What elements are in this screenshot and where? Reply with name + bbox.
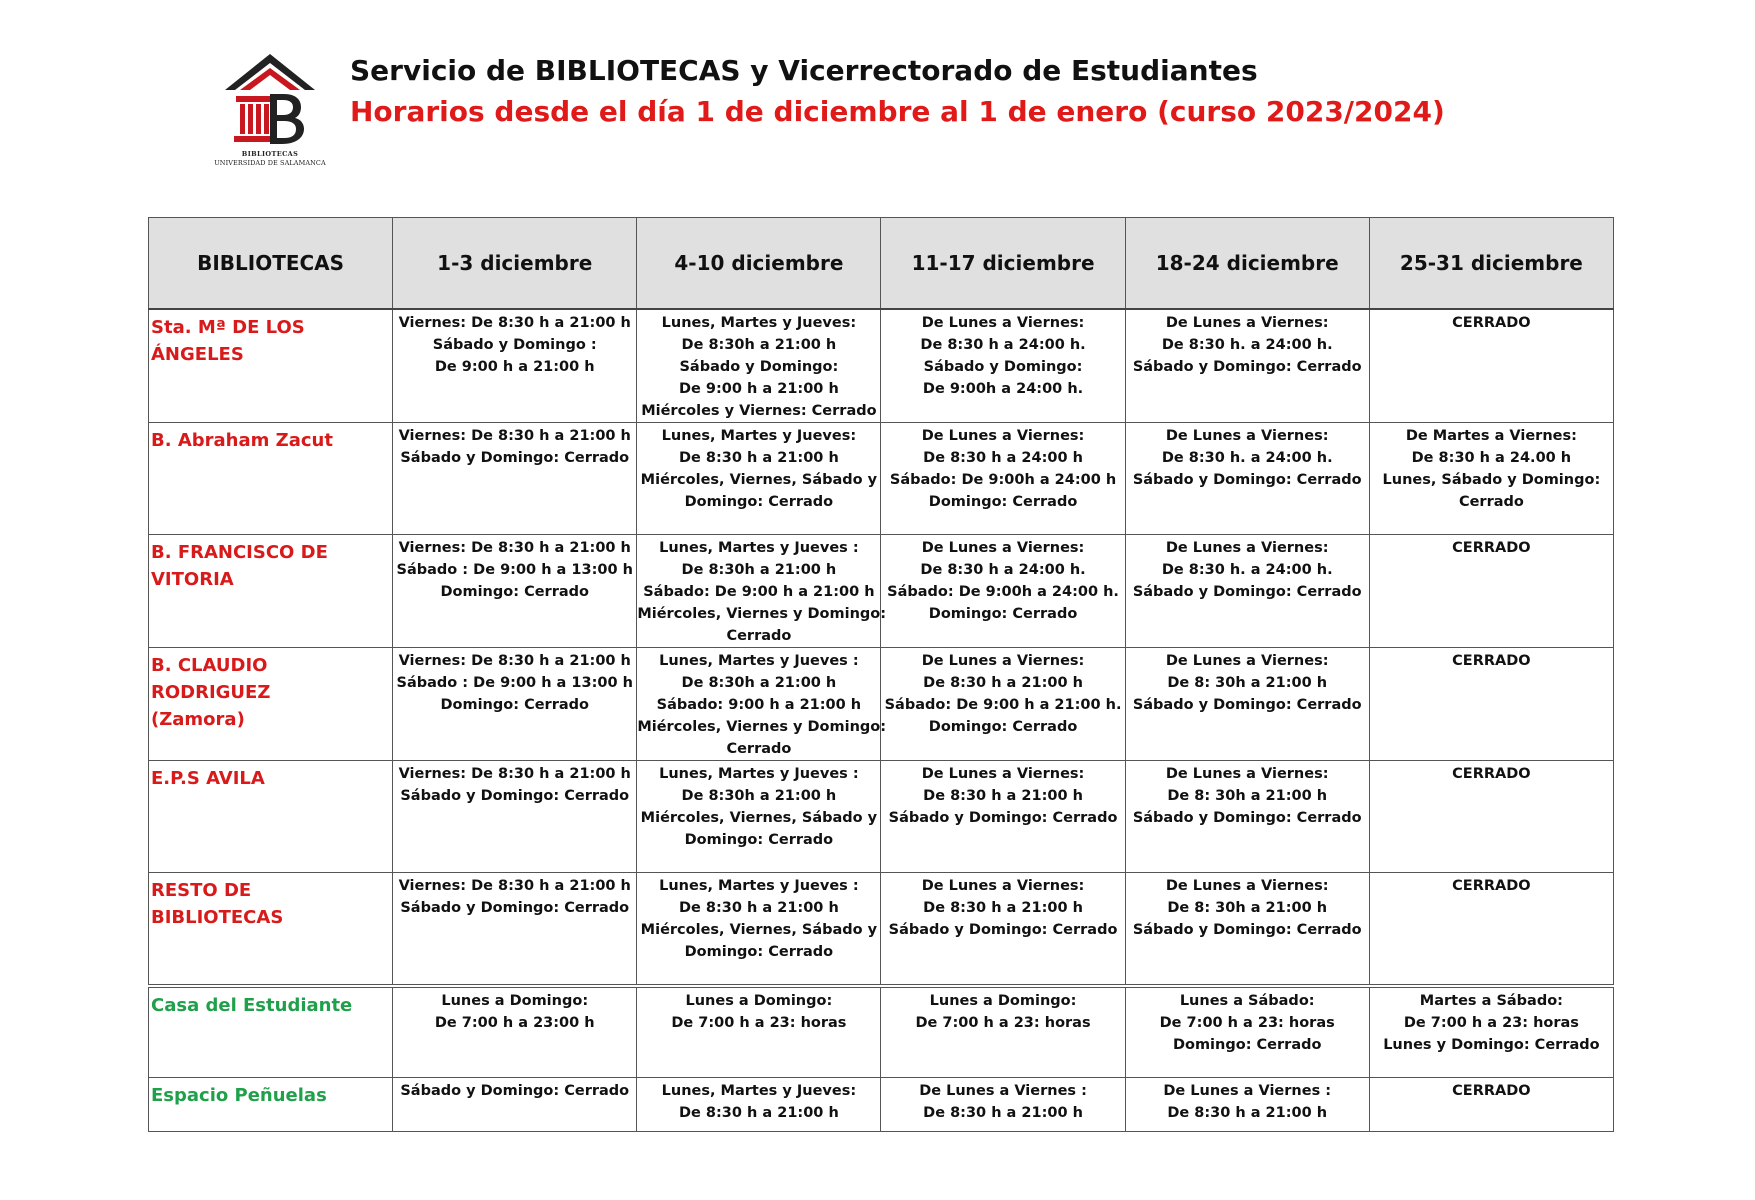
table-row — [149, 309, 1614, 423]
library-name — [149, 1078, 392, 1109]
library-name-cell — [149, 648, 393, 761]
schedule-text — [1126, 535, 1369, 603]
table-row — [149, 1078, 1614, 1132]
schedule-cell — [1125, 873, 1369, 987]
schedule-text — [393, 648, 636, 716]
library-name-cell — [149, 986, 393, 1078]
schedule-line: De 8:30 h a 21:00 h — [923, 1105, 1083, 1121]
schedule-cell — [1369, 1078, 1613, 1132]
schedule-cell — [393, 761, 637, 873]
table-row — [149, 423, 1614, 535]
schedule-cell — [881, 986, 1125, 1078]
schedule-line: Sábado y Domingo: Cerrado — [1132, 922, 1362, 938]
schedule-line: De 8:30 h a 24:00 h — [923, 450, 1083, 466]
schedule-line: De 9:00 h a 21:00 h — [434, 359, 595, 375]
schedule-cell — [881, 761, 1125, 873]
schedule-line: De Lunes a Viernes: — [921, 766, 1085, 782]
schedule-line: Miércoles, Viernes y Domingo: — [637, 719, 887, 735]
schedule-cell — [1125, 535, 1369, 648]
schedule-text — [1370, 648, 1613, 672]
schedule-line: CERRADO — [1452, 1083, 1531, 1099]
library-name-line: B. Abraham Zacut — [151, 430, 333, 451]
page-title: Servicio de BIBLIOTECAS y Vicerrectorado de Estudiantes — [350, 54, 1258, 87]
schedule-line: Lunes, Martes y Jueves : — [659, 540, 859, 556]
schedule-line: De 8:30h a 21:00 h — [681, 562, 837, 578]
schedule-line: De 8:30 h a 21:00 h — [679, 1105, 839, 1121]
schedule-table — [148, 217, 1614, 1132]
schedule-cell — [393, 873, 637, 987]
schedule-line: CERRADO — [1452, 766, 1531, 782]
library-name — [149, 310, 392, 368]
logo-text-line2: UNIVERSIDAD DE SALAMANCA — [214, 159, 326, 167]
schedule-line: Sábado y Domingo: Cerrado — [888, 810, 1118, 826]
schedule-line: De 8:30h a 21:00 h — [681, 337, 837, 353]
library-name-line: Espacio Peñuelas — [151, 1085, 327, 1106]
schedule-cell — [1369, 309, 1613, 423]
schedule-text — [881, 873, 1124, 941]
schedule-line: De 8:30 h a 21:00 h — [923, 900, 1083, 916]
schedule-line: De 8:30h a 21:00 h — [681, 675, 837, 691]
schedule-cell — [393, 648, 637, 761]
schedule-text — [393, 535, 636, 603]
schedule-table-body — [149, 309, 1614, 1132]
schedule-text — [1126, 1078, 1369, 1124]
schedule-text — [1370, 423, 1613, 513]
library-name — [149, 535, 392, 593]
schedule-line: Lunes y Domingo: Cerrado — [1383, 1037, 1600, 1053]
schedule-cell — [637, 309, 881, 423]
schedule-line: Domingo: Cerrado — [1172, 1037, 1322, 1053]
schedule-text — [1126, 988, 1369, 1056]
schedule-line: Sábado y Domingo: — [923, 359, 1083, 375]
schedule-line: Sábado: De 9:00 h a 21:00 h. — [884, 697, 1122, 713]
schedule-text — [1370, 873, 1613, 897]
schedule-cell — [637, 986, 881, 1078]
schedule-text — [393, 761, 636, 807]
schedule-text — [1370, 1078, 1613, 1102]
schedule-line: De 8:30 h a 21:00 h — [679, 900, 839, 916]
schedule-cell — [637, 535, 887, 648]
schedule-line: De Lunes a Viernes: — [921, 878, 1085, 894]
library-name-cell — [149, 309, 393, 423]
column-header: 11-17 diciembre — [881, 218, 1125, 310]
schedule-line: Lunes a Domingo: — [929, 993, 1077, 1009]
schedule-line: Viernes: De 8:30 h a 21:00 h — [398, 428, 631, 444]
schedule-text — [1126, 423, 1369, 491]
schedule-cell — [1369, 986, 1613, 1078]
library-name-cell — [149, 1078, 393, 1132]
schedule-line: Sábado : De 9:00 h a 13:00 h — [396, 562, 633, 578]
schedule-cell — [881, 873, 1125, 987]
schedule-line: Domingo: Cerrado — [684, 944, 834, 960]
schedule-cell — [881, 1078, 1125, 1132]
schedule-line: De 8:30 h a 21:00 h — [1167, 1105, 1328, 1121]
schedule-line: Viernes: De 8:30 h a 21:00 h — [398, 315, 631, 331]
schedule-line: Sábado y Domingo: Cerrado — [400, 900, 630, 916]
library-name-cell — [149, 423, 393, 535]
schedule-line: CERRADO — [1452, 878, 1531, 894]
schedule-cell — [1369, 761, 1613, 873]
schedule-line: De Lunes a Viernes: — [921, 428, 1085, 444]
schedule-cell — [1125, 986, 1369, 1078]
schedule-line: Lunes, Martes y Jueves : — [659, 766, 859, 782]
schedule-text — [881, 988, 1124, 1034]
library-name-cell — [149, 873, 393, 987]
library-name — [149, 648, 392, 733]
schedule-text — [1126, 648, 1369, 716]
library-name — [149, 423, 392, 454]
schedule-cell — [393, 535, 637, 648]
schedule-line: De 8:30 h a 24:00 h. — [920, 337, 1086, 353]
schedule-text — [881, 423, 1124, 513]
schedule-cell — [637, 1078, 881, 1132]
schedule-line: Domingo: Cerrado — [928, 494, 1078, 510]
schedule-line: De Lunes a Viernes: — [1165, 766, 1329, 782]
schedule-line: Lunes, Martes y Jueves : — [659, 878, 859, 894]
schedule-line: Sábado y Domingo: Cerrado — [1132, 584, 1362, 600]
library-name-line: Casa del Estudiante — [151, 995, 353, 1016]
schedule-line: De Lunes a Viernes : — [919, 1083, 1087, 1099]
schedule-line: Cerrado — [726, 741, 792, 757]
schedule-line: Martes a Sábado: — [1419, 993, 1563, 1009]
schedule-cell — [637, 873, 881, 987]
library-name-line: E.P.S AVILA — [151, 768, 265, 789]
schedule-line: Viernes: De 8:30 h a 21:00 h — [398, 540, 631, 556]
schedule-line: Sábado y Domingo: Cerrado — [400, 788, 630, 804]
schedule-line: De 8:30 h a 21:00 h — [923, 788, 1083, 804]
library-logo — [210, 50, 330, 175]
schedule-line: Cerrado — [1458, 494, 1524, 510]
column-header: 25-31 diciembre — [1369, 218, 1613, 310]
library-name-cell — [149, 761, 393, 873]
schedule-line: Viernes: De 8:30 h a 21:00 h — [398, 878, 631, 894]
table-row — [149, 535, 1614, 648]
schedule-line: Sábado y Domingo: — [679, 359, 839, 375]
schedule-line: Domingo: Cerrado — [684, 494, 834, 510]
schedule-line: Domingo: Cerrado — [684, 832, 834, 848]
schedule-line: De Lunes a Viernes: — [1165, 878, 1329, 894]
schedule-line: De Lunes a Viernes : — [1163, 1083, 1332, 1099]
schedule-line: Miércoles, Viernes, Sábado y — [640, 472, 878, 488]
schedule-line: Lunes a Sábado: — [1179, 993, 1315, 1009]
schedule-cell — [637, 761, 881, 873]
schedule-cell — [393, 1078, 637, 1132]
schedule-text — [393, 873, 636, 919]
schedule-text — [637, 873, 880, 963]
schedule-cell — [1125, 648, 1369, 761]
schedule-line: De 8:30 h a 24.00 h — [1411, 450, 1572, 466]
schedule-text — [881, 535, 1124, 625]
schedule-line: De 7:00 h a 23: horas — [671, 1015, 847, 1031]
schedule-line: De 8: 30h a 21:00 h — [1167, 675, 1328, 691]
schedule-text — [393, 1078, 636, 1102]
schedule-cell — [1369, 535, 1613, 648]
schedule-line: Sábado: De 9:00h a 24:00 h. — [887, 584, 1119, 600]
schedule-cell — [393, 986, 637, 1078]
schedule-line: CERRADO — [1452, 540, 1531, 556]
schedule-line: De 7:00 h a 23: horas — [915, 1015, 1091, 1031]
schedule-line: De 7:00 h a 23:00 h — [434, 1015, 595, 1031]
schedule-line: Sábado: De 9:00h a 24:00 h — [889, 472, 1117, 488]
library-name — [149, 761, 392, 792]
schedule-text — [637, 761, 880, 851]
schedule-line: CERRADO — [1452, 315, 1531, 331]
schedule-cell — [1125, 761, 1369, 873]
library-name-cell — [149, 535, 393, 648]
schedule-line: De Lunes a Viernes: — [921, 540, 1085, 556]
schedule-text — [1370, 761, 1613, 785]
schedule-line: Domingo: Cerrado — [440, 584, 589, 600]
schedule-cell — [881, 535, 1125, 648]
schedule-line: Domingo: Cerrado — [440, 697, 589, 713]
schedule-line: De Lunes a Viernes: — [1165, 653, 1329, 669]
schedule-line: De 7:00 h a 23: horas — [1159, 1015, 1335, 1031]
column-header: 1-3 diciembre — [393, 218, 637, 310]
schedule-text — [637, 423, 880, 513]
table-row — [149, 648, 1614, 761]
schedule-line: De Lunes a Viernes: — [921, 653, 1085, 669]
schedule-line: Sábado y Domingo: Cerrado — [1132, 472, 1362, 488]
library-name-line: (Zamora) — [151, 709, 245, 730]
library-name-line: B. FRANCISCO DE VITORIA — [151, 542, 328, 590]
schedule-line: De 7:00 h a 23: horas — [1403, 1015, 1579, 1031]
schedule-cell — [881, 648, 1125, 761]
schedule-cell — [881, 309, 1125, 423]
schedule-cell — [1125, 1078, 1369, 1132]
page-subtitle: Horarios desde el día 1 de diciembre al 1 de enero (curso 2023/2024) — [350, 95, 1445, 128]
library-logo-icon — [210, 50, 330, 150]
schedule-line: De 8: 30h a 21:00 h — [1167, 900, 1328, 916]
column-header: 4-10 diciembre — [637, 218, 881, 310]
library-name — [149, 988, 392, 1019]
schedule-line: Domingo: Cerrado — [928, 719, 1078, 735]
schedule-line: Sábado y Domingo: Cerrado — [888, 922, 1118, 938]
schedule-line: De Lunes a Viernes: — [1165, 428, 1329, 444]
logo-text-line1: BIBLIOTECAS — [241, 150, 299, 158]
schedule-text — [1370, 310, 1613, 334]
schedule-line: De Lunes a Viernes: — [921, 315, 1085, 331]
library-name-line: B. CLAUDIO RODRIGUEZ — [151, 655, 271, 703]
schedule-line: Sábado : De 9:00 h a 13:00 h — [396, 675, 633, 691]
schedule-line: De Lunes a Viernes: — [1165, 315, 1329, 331]
schedule-line: Miércoles, Viernes y Domingo: — [637, 606, 887, 622]
schedule-line: Sábado y Domingo: Cerrado — [400, 1083, 630, 1099]
schedule-line: Domingo: Cerrado — [928, 606, 1078, 622]
schedule-line: Miércoles, Viernes, Sábado y — [640, 810, 878, 826]
table-header-row — [149, 218, 1614, 310]
schedule-text — [881, 648, 1124, 738]
schedule-cell — [1125, 423, 1369, 535]
schedule-text — [881, 761, 1124, 829]
schedule-text — [637, 988, 880, 1034]
schedule-line: Sábado: 9:00 h a 21:00 h — [656, 697, 862, 713]
schedule-line: Sábado y Domingo: Cerrado — [1132, 359, 1362, 375]
schedule-text — [881, 310, 1124, 400]
schedule-line: De 8:30 h a 24:00 h. — [920, 562, 1086, 578]
schedule-line: Lunes, Martes y Jueves : — [659, 653, 859, 669]
schedule-cell — [637, 648, 887, 761]
schedule-cell — [1125, 309, 1369, 423]
schedule-text — [1370, 988, 1613, 1056]
schedule-text — [393, 423, 636, 469]
schedule-line: Lunes, Sábado y Domingo: — [1382, 472, 1601, 488]
schedule-text — [1126, 761, 1369, 829]
schedule-text — [1370, 535, 1613, 559]
schedule-line: Sábado: De 9:00 h a 21:00 h — [643, 584, 875, 600]
schedule-line: Lunes a Domingo: — [441, 993, 589, 1009]
column-header: 18-24 diciembre — [1125, 218, 1369, 310]
schedule-line: Sábado y Domingo: Cerrado — [1132, 697, 1362, 713]
schedule-text — [1126, 310, 1369, 378]
schedule-line: Viernes: De 8:30 h a 21:00 h — [398, 766, 631, 782]
schedule-line: Miércoles, Viernes, Sábado y — [640, 922, 878, 938]
schedule-line: De Martes a Viernes: — [1405, 428, 1577, 444]
schedule-text — [637, 1078, 880, 1124]
schedule-cell — [1369, 648, 1613, 761]
schedule-cell — [393, 423, 637, 535]
column-header: BIBLIOTECAS — [149, 218, 393, 310]
schedule-line: De 9:00 h a 21:00 h — [679, 381, 839, 397]
schedule-cell — [637, 423, 881, 535]
schedule-line: De 8:30 h a 21:00 h — [923, 675, 1083, 691]
schedule-line: CERRADO — [1452, 653, 1531, 669]
table-row — [149, 986, 1614, 1078]
schedule-text — [393, 988, 636, 1034]
schedule-line: Miércoles y Viernes: Cerrado — [641, 403, 877, 419]
schedule-line: Viernes: De 8:30 h a 21:00 h — [398, 653, 631, 669]
schedule-line: De 8:30h a 21:00 h — [681, 788, 837, 804]
schedule-text — [637, 535, 887, 647]
schedule-line: Sábado y Domingo : — [432, 337, 597, 353]
schedule-line: De 8:30 h. a 24:00 h. — [1161, 337, 1333, 353]
schedule-cell — [1369, 423, 1613, 535]
schedule-line: De 8:30 h a 21:00 h — [679, 450, 839, 466]
library-name — [149, 873, 392, 931]
schedule-line: Lunes, Martes y Jueves: — [661, 428, 857, 444]
schedule-line: De 8:30 h. a 24:00 h. — [1161, 450, 1333, 466]
schedule-line: Lunes, Martes y Jueves: — [661, 1083, 857, 1099]
schedule-cell — [393, 309, 637, 423]
schedule-text — [881, 1078, 1124, 1124]
schedule-line: De Lunes a Viernes: — [1165, 540, 1329, 556]
schedule-line: De 9:00h a 24:00 h. — [922, 381, 1084, 397]
schedule-line: Sábado y Domingo: Cerrado — [1132, 810, 1362, 826]
library-name-line: Sta. Mª DE LOS ÁNGELES — [151, 317, 305, 365]
schedule-text — [637, 648, 887, 760]
schedule-cell — [881, 423, 1125, 535]
schedule-line: Cerrado — [726, 628, 792, 644]
schedule-text — [1126, 873, 1369, 941]
table-row — [149, 761, 1614, 873]
schedule-line: Lunes a Domingo: — [685, 993, 833, 1009]
schedule-cell — [1369, 873, 1613, 987]
library-name-line: RESTO DE BIBLIOTECAS — [151, 880, 284, 928]
schedule-text — [393, 310, 636, 378]
schedule-line: Lunes, Martes y Jueves: — [661, 315, 857, 331]
schedule-line: Sábado y Domingo: Cerrado — [400, 450, 630, 466]
schedule-text — [637, 310, 880, 422]
schedule-line: De 8:30 h. a 24:00 h. — [1161, 562, 1333, 578]
table-row — [149, 873, 1614, 987]
schedule-line: De 8: 30h a 21:00 h — [1167, 788, 1328, 804]
